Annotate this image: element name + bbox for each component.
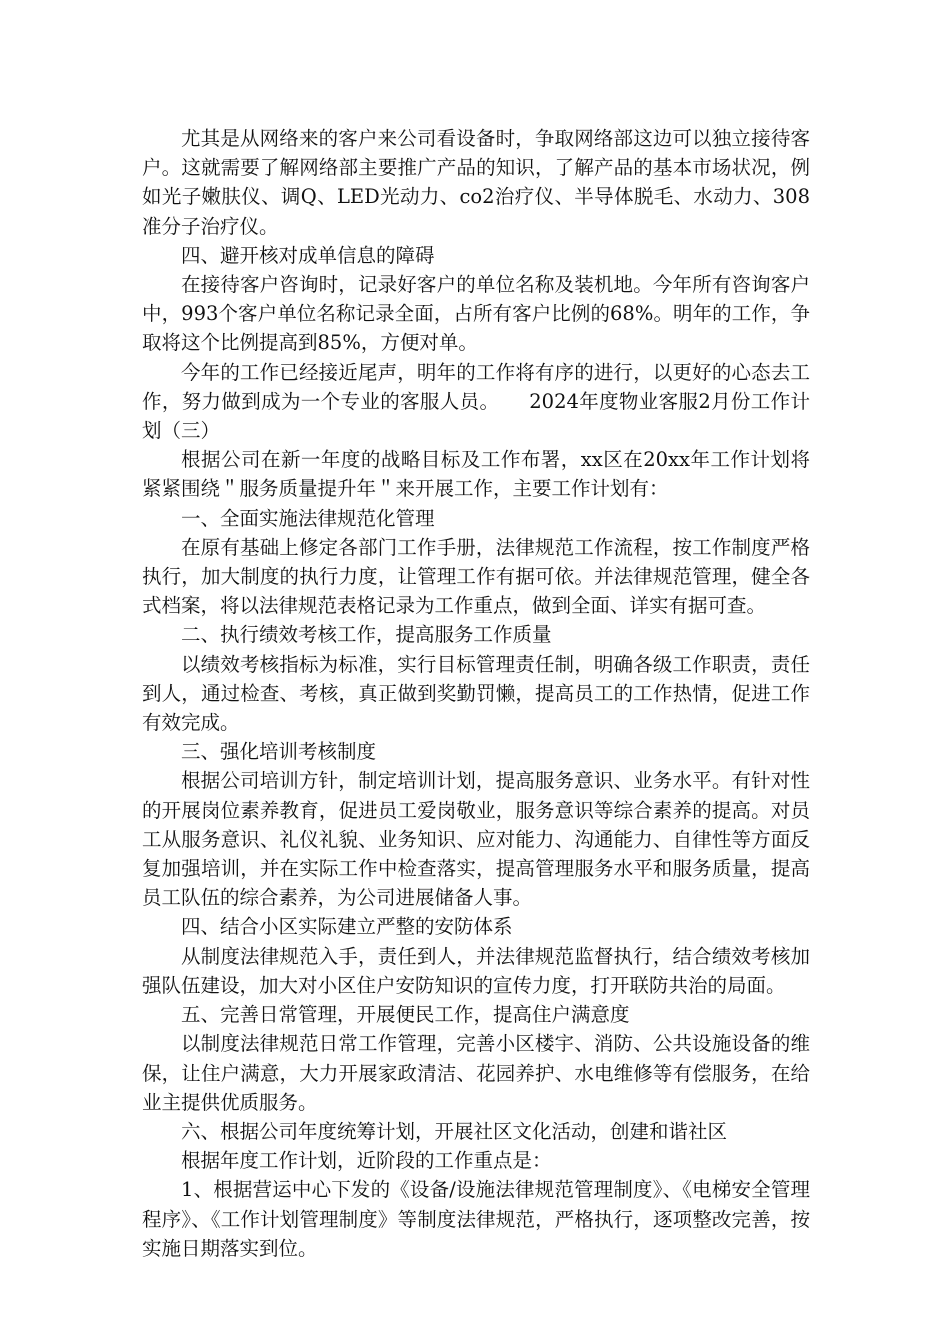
paragraph-strategy-intro: 根据公司在新一年度的战略目标及工作布署，xx区在20xx年工作计划将紧紧围绕＂服务质量提升年＂来开展工作，主要工作计划有：	[142, 448, 810, 501]
heading-performance-appraisal: 二、执行绩效考核工作，提高服务工作质量	[181, 623, 552, 647]
paragraph-security-system: 从制度法律规范入手，责任到人，并法律规范监督执行，结合绩效考核加强队伍建设，加大对小区住户安防知识的宣传力度，打开联防共治的局面。	[142, 944, 810, 997]
paragraph-work-focus: 根据年度工作计划，近阶段的工作重点是：	[181, 1149, 552, 1173]
heading-daily-management: 五、完善日常管理，开展便民工作，提高住户满意度	[181, 1003, 630, 1027]
paragraph-performance-appraisal: 以绩效考核指标为标准，实行目标管理责任制，明确各级工作职责，责任到人，通过检查、考核，真正做到奖勤罚懒，提高员工的工作热情，促进工作有效完成。	[142, 652, 810, 735]
document-body	[142, 124, 810, 1263]
heading-avoid-order-check-obstacles: 四、避开核对成单信息的障碍	[181, 243, 435, 267]
heading-security-system: 四、结合小区实际建立严整的安防体系	[181, 915, 513, 939]
paragraph-item-1: 1、根据营运中心下发的《设备/设施法律规范管理制度》、《电梯安全管理程序》、《工作计划管理制度》等制度法律规范，严格执行，逐项整改完善，按实施日期落实到位。	[142, 1178, 810, 1260]
heading-community-culture: 六、根据公司年度统筹计划，开展社区文化活动，创建和谐社区	[181, 1119, 728, 1143]
heading-standardized-management: 一、全面实施法律规范化管理	[181, 506, 435, 530]
paragraph-year-end-summary: 今年的工作已经接近尾声，明年的工作将有序的进行，以更好的心态去工作，努力做到成为一个专业的客服人员。 2024年度物业客服2月份工作计划（三）	[142, 360, 810, 443]
paragraph-standardized-management: 在原有基础上修定各部门工作手册，法律规范工作流程，按工作制度严格执行，加大制度的执行力度，让管理工作有据可依。并法律规范管理，健全各式档案，将以法律规范表格记录为工作重点，做到全面、详实有据可查。	[142, 535, 810, 618]
heading-training-system: 三、强化培训考核制度	[181, 740, 377, 764]
paragraph-training-system: 根据公司培训方针，制定培训计划，提高服务意识、业务水平。有针对性的开展岗位素养教育，促进员工爱岗敬业，服务意识等综合素养的提高。对员工从服务意识、礼仪礼貌、业务知识、应对能力、沟通能力、自律性等方面反复加强培训，并在实际工作中检查落实，提高管理服务水平和服务质量，提高员工队伍的综合素养，为公司进展储备人事。	[142, 769, 810, 910]
paragraph-network-reception: 尤其是从网络来的客户来公司看设备时，争取网络部这边可以独立接待客户。这就需要了解网络部主要推广产品的知识，了解产品的基本市场状况，例如光子嫩肤仪、调Q、LED光动力、co2治疗仪、半导体脱毛、水动力、308准分子治疗仪。	[142, 127, 810, 238]
paragraph-daily-management: 以制度法律规范日常工作管理，完善小区楼宇、消防、公共设施设备的维保，让住户满意，大力开展家政清洁、花园养护、水电维修等有偿服务，在给业主提供优质服务。	[142, 1032, 810, 1114]
paragraph-record-client-info: 在接待客户咨询时，记录好客户的单位名称及装机地。今年所有咨询客户中，993个客户单位名称记录全面，占所有客户比例的68%。明年的工作，争取将这个比例提高到85%，方便对单。	[142, 273, 810, 355]
